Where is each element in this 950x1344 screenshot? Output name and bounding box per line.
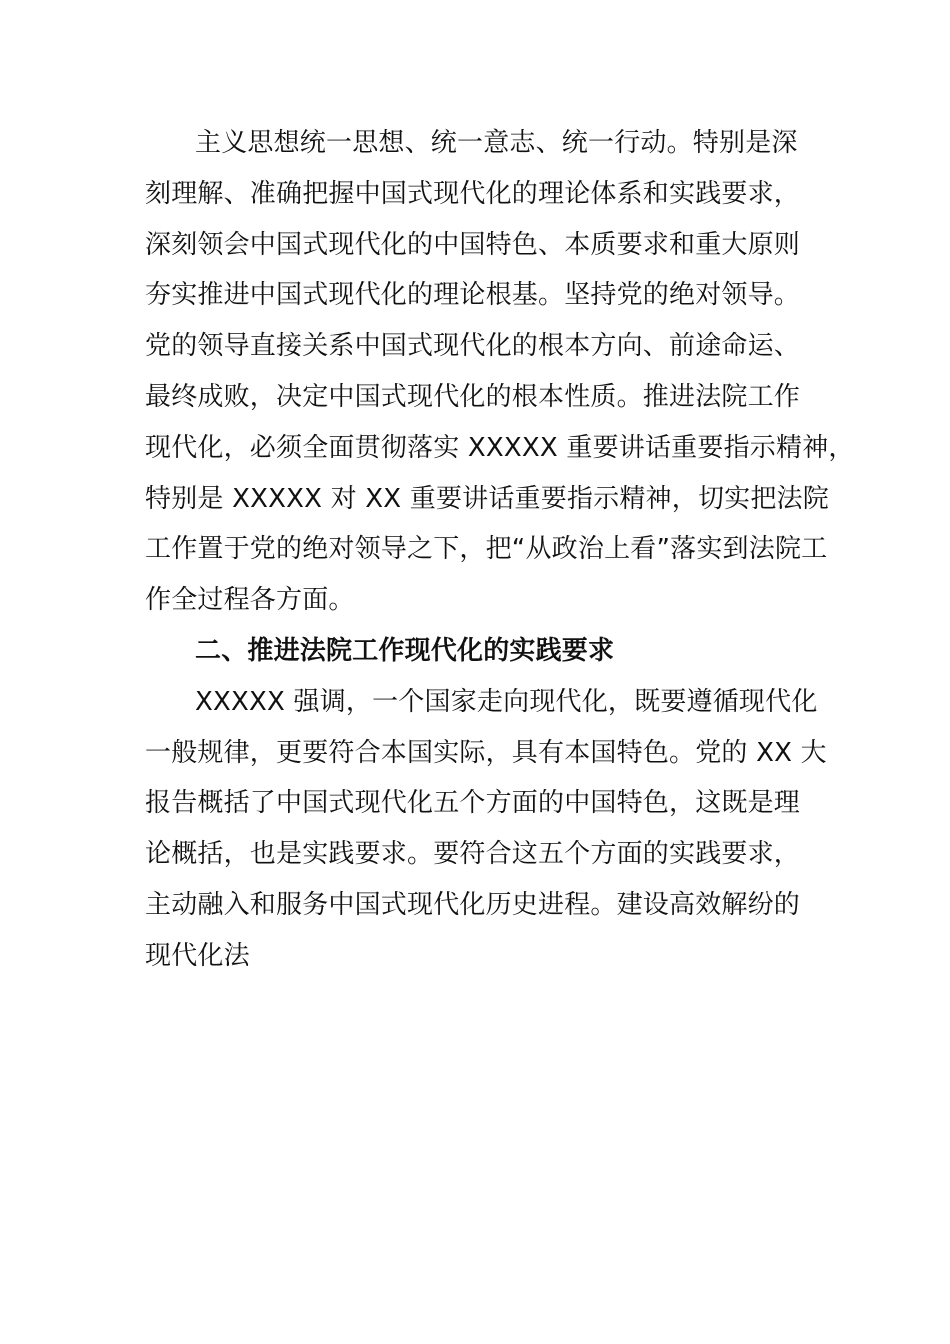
paragraph-line: 党的领导直接关系中国式现代化的根本方向、前途命运、 bbox=[145, 331, 801, 362]
paragraph-line: 工作置于党的绝对领导之下，把“从政治上看”落实到法院工 bbox=[145, 534, 828, 565]
document-body bbox=[145, 118, 855, 982]
paragraph-line: 论概括，也是实践要求。要符合这五个方面的实践要求， bbox=[145, 839, 801, 870]
paragraph-line: 刻理解、准确把握中国式现代化的理论体系和实践要求， bbox=[145, 178, 801, 209]
paragraph-line: 现代化法 bbox=[145, 940, 250, 971]
paragraph-line: 现代化，必须全面贯彻落实 XXXXX 重要讲话重要指示精神， bbox=[145, 432, 855, 463]
paragraph-line: 作全过程各方面。 bbox=[145, 585, 355, 616]
paragraph-line: 特别是 XXXXX 对 XX 重要讲话重要指示精神，切实把法院 bbox=[145, 483, 829, 514]
paragraph-line: 一般规律，更要符合本国实际，具有本国特色。党的 XX 大 bbox=[145, 737, 827, 768]
paragraph-line: 最终成败，决定中国式现代化的根本性质。推进法院工作 bbox=[145, 381, 801, 412]
paragraph-line: 主义思想统一思想、统一意志、统一行动。特别是深 bbox=[195, 128, 798, 158]
paragraph-line: XXXXX 强调，一个国家走向现代化，既要遵循现代化 bbox=[195, 686, 818, 717]
paragraph-line: 报告概括了中国式现代化五个方面的中国特色，这既是理 bbox=[145, 788, 801, 819]
paragraph-line: 夯实推进中国式现代化的理论根基。坚持党的绝对领导。 bbox=[145, 280, 801, 311]
paragraph-line: 主动融入和服务中国式现代化历史进程。建设高效解纷的 bbox=[145, 889, 801, 920]
section-heading: 二、推进法院工作现代化的实践要求 bbox=[195, 635, 615, 666]
paragraph-line: 深刻领会中国式现代化的中国特色、本质要求和重大原则 bbox=[145, 229, 801, 260]
